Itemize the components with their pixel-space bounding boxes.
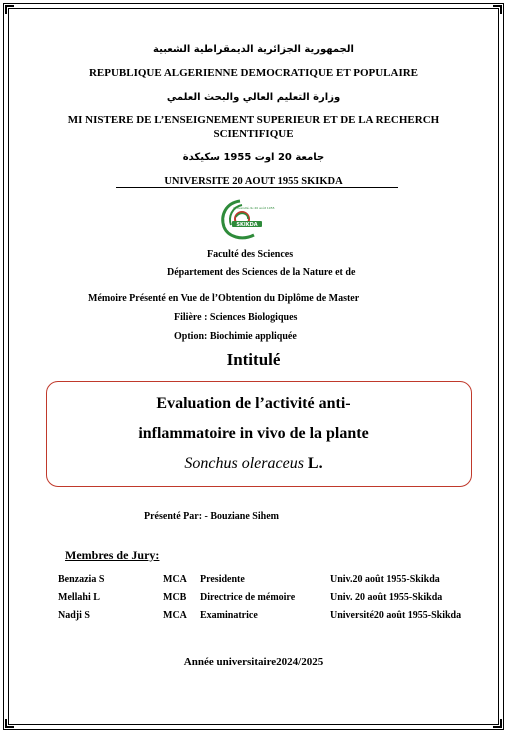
ministry-line-1: MI NISTERE DE L’ENSEIGNEMENT SUPERIEUR ET DE LA RECHERCH [67,114,440,126]
academic-year: Année universitaire2024/2025 [183,656,324,668]
jury-member-grade: MCB [163,592,187,603]
header-divider [116,187,398,188]
corner-ornament-top-left [5,5,17,17]
jury-row [0,574,507,588]
corner-ornament-top-right [490,5,502,17]
jury-member-grade: MCA [163,610,187,621]
thesis-title-line-2: inflammatoire in vivo de la plante [138,425,369,442]
jury-member-role: Presidente [200,574,245,585]
species-name: Sonchus oleraceus [184,455,304,472]
filiere-label: Filière : Sciences Biologiques [174,312,298,323]
jury-member-affiliation: Univ. 20 août 1955-Skikda [330,592,443,603]
jury-row [0,592,507,606]
jury-member-role: Directrice de mémoire [200,592,296,603]
student-name: - Bouziane Sihem [204,511,279,522]
department-label: Département des Sciences de la Nature et de [167,267,356,278]
corner-ornament-bottom-left [5,716,17,728]
ministry-line-2: SCIENTIFIQUE [213,128,294,140]
presented-by [144,511,279,522]
faculty-label: Faculté des Sciences [207,249,294,260]
thesis-title-line-1: Evaluation de l’activité anti- [156,395,351,412]
jury-member-affiliation: Université20 août 1955-Skikda [330,610,462,621]
logo-small-text: Université du 20 août 1955 [233,206,275,210]
jury-row [0,610,507,624]
logo-name: SKIKDA [236,222,258,228]
arabic-ministry-name: وزارة التعليم العالي والبحث العلمي [166,92,341,103]
republic-name: REPUBLIQUE ALGERIENNE DEMOCRATIQUE ET POPULAIRE [88,67,419,79]
corner-ornament-bottom-right [490,716,502,728]
university-name: UNIVERSITE 20 AOUT 1955 SKIKDA [164,176,343,187]
option-label: Option: Biochimie appliquée [174,331,297,342]
presented-by-label: Présenté Par: [144,511,205,522]
jury-member-grade: MCA [163,574,187,585]
university-logo [218,197,275,241]
arabic-republic-name: الجمهورية الجزائرية الديمقراطية الشعبية [153,44,354,55]
jury-member-name: Nadji S [58,610,90,621]
arabic-university-name: جامعة 20 اوت 1955 سكيكدة [182,152,325,163]
memoire-label: Mémoire Présenté en Vue de l’Obtention du Diplôme de Master [88,293,360,304]
jury-heading: Membres de Jury: [65,548,160,562]
species-author: L. [303,455,323,472]
thesis-title-line-3 [0,455,507,473]
jury-member-role: Examinatrice [200,610,258,621]
jury-member-name: Benzazia S [58,574,105,585]
jury-member-name: Mellahi L [58,592,100,603]
jury-member-affiliation: Univ.20 août 1955-Skikda [330,574,440,585]
intitule-heading: Intitulé [226,350,281,369]
